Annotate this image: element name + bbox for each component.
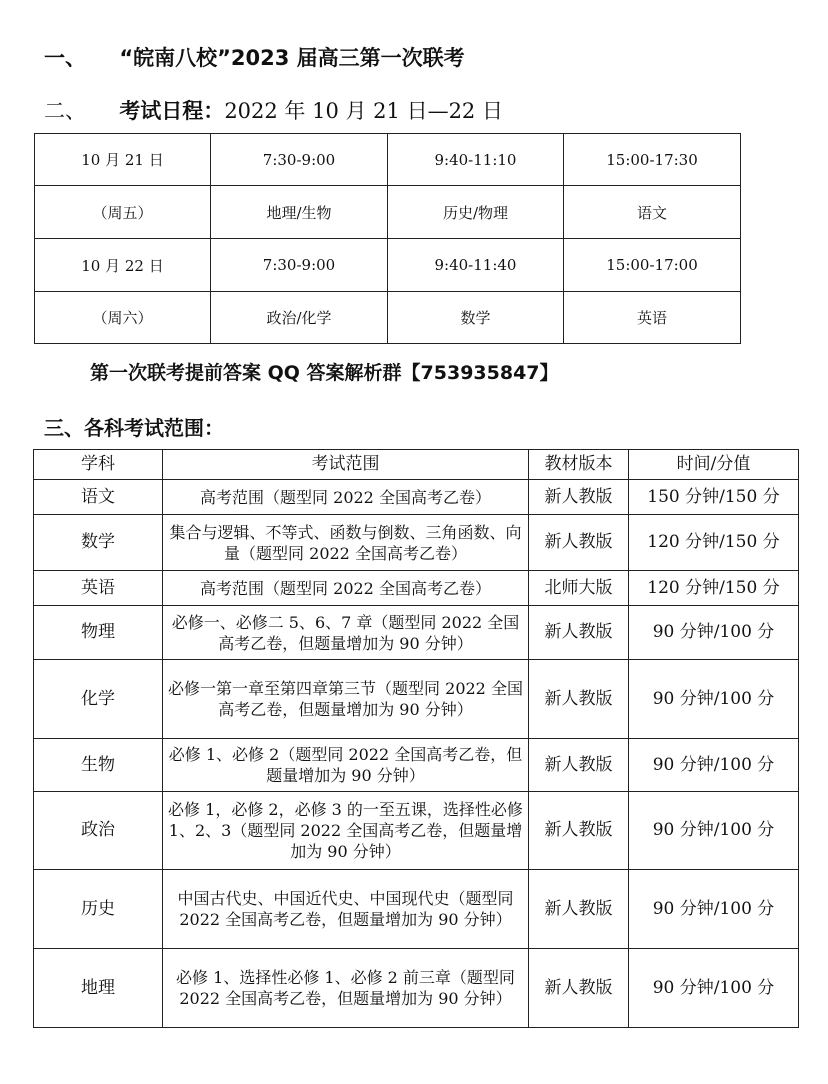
column-header-edition: 教材版本 <box>529 450 629 480</box>
scope-cell: 集合与逻辑、不等式、函数与倒数、三角函数、向量（题型同 2022 全国高考乙卷） <box>163 515 529 571</box>
schedule-row <box>35 134 741 186</box>
heading-exam-schedule <box>44 95 503 125</box>
edition-cell: 新人教版 <box>529 739 629 792</box>
subject-cell: 物理 <box>34 606 163 660</box>
time-score-cell: 90 分钟/100 分 <box>629 739 799 792</box>
schedule-weekday: （周六） <box>35 292 211 344</box>
schedule-subject: 数学 <box>388 292 564 344</box>
subject-cell: 历史 <box>34 870 163 949</box>
scope-cell: 必修一第一章至第四章第三节（题型同 2022 全国高考乙卷，但题量增加为 90 分钟） <box>163 660 529 739</box>
scope-cell: 中国古代史、中国近代史、中国现代史（题型同 2022 全国高考乙卷，但题量增加为 90 分钟） <box>163 870 529 949</box>
schedule-subject: 政治/化学 <box>211 292 388 344</box>
time-score-cell: 90 分钟/100 分 <box>629 660 799 739</box>
table-row <box>34 571 799 606</box>
table-row <box>34 739 799 792</box>
heading-number: 二、 <box>44 99 86 123</box>
edition-cell: 新人教版 <box>529 870 629 949</box>
column-header-time: 时间/分值 <box>629 450 799 480</box>
scope-cell: 必修 1，必修 2，必修 3 的一至五课，选择性必修 1、2、3（题型同 2022 全国高考乙卷，但题量增加为 90 分钟） <box>163 792 529 870</box>
table-row <box>34 792 799 870</box>
edition-cell: 新人教版 <box>529 792 629 870</box>
time-score-cell: 120 分钟/150 分 <box>629 571 799 606</box>
edition-cell: 新人教版 <box>529 515 629 571</box>
scope-cell: 必修 1、选择性必修 1、必修 2 前三章（题型同 2022 全国高考乙卷，但题量增加为 90 分钟） <box>163 949 529 1028</box>
table-row <box>34 949 799 1028</box>
time-score-cell: 90 分钟/100 分 <box>629 949 799 1028</box>
edition-cell: 新人教版 <box>529 606 629 660</box>
edition-cell: 新人教版 <box>529 480 629 515</box>
table-row <box>34 660 799 739</box>
schedule-row <box>35 186 741 239</box>
schedule-table <box>34 133 741 344</box>
schedule-row <box>35 292 741 344</box>
subject-cell: 政治 <box>34 792 163 870</box>
scope-cell: 必修一、必修二 5、6、7 章（题型同 2022 全国高考乙卷，但题量增加为 90 分钟） <box>163 606 529 660</box>
heading-exam-name <box>44 42 465 72</box>
time-score-cell: 90 分钟/100 分 <box>629 870 799 949</box>
table-row <box>34 870 799 949</box>
subject-cell: 英语 <box>34 571 163 606</box>
subject-cell: 生物 <box>34 739 163 792</box>
subject-cell: 数学 <box>34 515 163 571</box>
column-header-subject: 学科 <box>34 450 163 480</box>
qq-group-notice: 第一次联考提前答案 QQ 答案解析群【753935847】 <box>90 362 559 384</box>
time-score-cell: 120 分钟/150 分 <box>629 515 799 571</box>
schedule-time: 15:00-17:00 <box>564 239 741 292</box>
column-header-scope: 考试范围 <box>163 450 529 480</box>
schedule-time: 9:40-11:10 <box>388 134 564 186</box>
subject-cell: 地理 <box>34 949 163 1028</box>
schedule-label: 考试日程： <box>119 99 225 123</box>
schedule-subject: 历史/物理 <box>388 186 564 239</box>
schedule-time: 9:40-11:40 <box>388 239 564 292</box>
schedule-subject: 地理/生物 <box>211 186 388 239</box>
table-row <box>34 606 799 660</box>
heading-number: 一、 <box>44 46 86 70</box>
schedule-time: 7:30-9:00 <box>211 134 388 186</box>
schedule-time: 15:00-17:30 <box>564 134 741 186</box>
exam-title: “皖南八校”2023 届高三第一次联考 <box>119 46 465 70</box>
edition-cell: 北师大版 <box>529 571 629 606</box>
schedule-subject: 英语 <box>564 292 741 344</box>
schedule-time: 7:30-9:00 <box>211 239 388 292</box>
time-score-cell: 90 分钟/100 分 <box>629 792 799 870</box>
table-row <box>34 515 799 571</box>
schedule-weekday: （周五） <box>35 186 211 239</box>
schedule-dates: 2022 年 10 月 21 日—22 日 <box>224 99 503 123</box>
schedule-row <box>35 239 741 292</box>
time-score-cell: 150 分钟/150 分 <box>629 480 799 515</box>
schedule-date: 10 月 21 日 <box>35 134 211 186</box>
scope-cell: 高考范围（题型同 2022 全国高考乙卷） <box>163 480 529 515</box>
section-scope-heading: 三、各科考试范围： <box>44 416 224 440</box>
subject-cell: 化学 <box>34 660 163 739</box>
schedule-date: 10 月 22 日 <box>35 239 211 292</box>
schedule-subject: 语文 <box>564 186 741 239</box>
edition-cell: 新人教版 <box>529 949 629 1028</box>
table-row <box>34 480 799 515</box>
scope-table-header <box>34 450 799 480</box>
scope-cell: 高考范围（题型同 2022 全国高考乙卷） <box>163 571 529 606</box>
subject-cell: 语文 <box>34 480 163 515</box>
edition-cell: 新人教版 <box>529 660 629 739</box>
scope-cell: 必修 1、必修 2（题型同 2022 全国高考乙卷，但题量增加为 90 分钟） <box>163 739 529 792</box>
time-score-cell: 90 分钟/100 分 <box>629 606 799 660</box>
scope-table <box>33 449 799 1028</box>
